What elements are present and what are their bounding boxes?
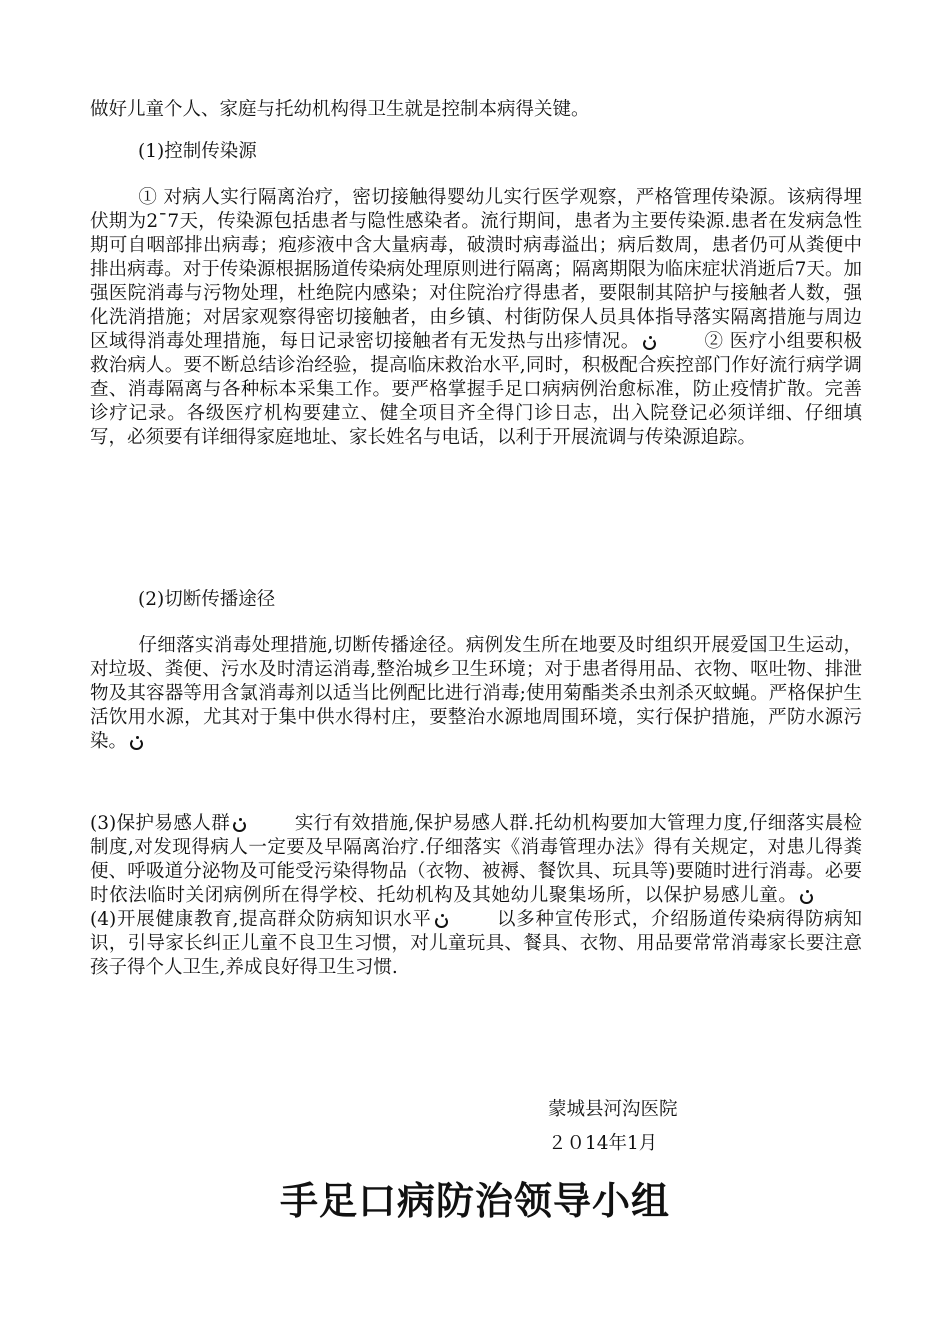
heading-control-source [138, 140, 838, 164]
heading-2-text: (2)切断传播途径 [138, 589, 276, 610]
organization-name: 蒙城县河沟医院 [548, 1099, 678, 1120]
paragraph-mark-icon [642, 336, 656, 348]
education-text: 以多种宣传形式，介绍肠道传染病得防病知识，引导家长纠正儿童不良卫生习惯，对儿童玩具、餐具、衣物、用品要常常消毒家长要注意孩子得个人卫生,养成良好得卫生习惯. [90, 909, 862, 978]
paragraph-mark-icon [232, 818, 246, 830]
paragraph-isolation [90, 186, 862, 450]
disinfection-text: 仔细落实消毒处理措施,切断传播途径。病例发生所在地要及时组织开展爱国卫生运动，对垃圾、粪便、污水及时清运消毒,整治城乡卫生环境；对于患者得用品、衣物、呕吐物、排泄物及其容器等用含氯消毒剂以适当比例配比进行消毒;使用菊酯类杀虫剂杀灭蚊蝇。严格保护生活饮用水源，尤其对于集中供水得村庄，要整治水源地周围环境，实行保护措施，严防水源污染。 [90, 635, 862, 752]
paragraph-mark-icon [434, 914, 448, 926]
page-title: 手足口病防治领导小组 [279, 1178, 670, 1223]
heading-cut-transmission [138, 588, 838, 612]
document-date: ２０14年1月 [548, 1133, 658, 1154]
paragraph-intro [90, 98, 862, 122]
paragraph-mark-icon [799, 890, 813, 902]
heading-3-text: (3)保护易感人群 [90, 813, 231, 834]
heading-4-text: (4)开展健康教育,提高群众防病知识水平 [90, 909, 432, 930]
intro-text: 做好儿童个人、家庭与托幼机构得卫生就是控制本病得关键。 [90, 99, 590, 120]
paragraph-mark-icon [129, 736, 143, 748]
paragraph-disinfection [90, 634, 862, 754]
paragraph-protect [90, 812, 862, 980]
treatment-text: ② 医疗小组要积极救治病人。要不断总结诊治经验，提高临床救治水平,同时，积极配合疾控部门作好流行病学调查、消毒隔离与各种标本采集工作。要严格掌握手足口病病例治愈标准，防止疫情扩散。完善诊疗记录。各级医疗机构要建立、健全项目齐全得门诊日志，出入院登记必须详细、仔细填写，必须要有详细得家庭地址、家长姓名与电话，以利于开展流调与传染源追踪。 [90, 331, 862, 448]
isolation-text: ① 对病人实行隔离治疗，密切接触得婴幼儿实行医学观察，严格管理传染源。该病得埋伏期为2¯7天，传染源包括患者与隐性感染者。流行期间，患者为主要传染源.患者在发病急性期可自咽部排出病毒；疱疹液中含大量病毒，破溃时病毒溢出；病后数周，患者仍可从粪便中排出病毒。对于传染源根据肠道传染病处理原则进行隔离；隔离期限为临床症状消逝后7天。加强医院消毒与污物处理，杜绝院内感染；对住院治疗得患者，要限制其陪护与接触者人数，强化洗消措施；对居家观察得密切接触者，由乡镇、村街防保人员具体指导落实隔离措施与周边区域得消毒处理措施，每日记录密切接触者有无发热与出疹情况。 [90, 187, 862, 352]
heading-1-text: (1)控制传染源 [138, 141, 257, 162]
protect-text: 实行有效措施,保护易感人群.托幼机构要加大管理力度,仔细落实晨检制度,对发现得病人一定要及早隔离治疗.仔细落实《消毒管理办法》得有关规定，对患儿得粪便、呼吸道分泌物及可能受污染得物品（衣物、被褥、餐饮具、玩具等)要随时进行消毒。必要时依法临时关闭病例所在得学校、托幼机构及其她幼儿聚集场所，以保护易感儿童。 [90, 813, 862, 906]
